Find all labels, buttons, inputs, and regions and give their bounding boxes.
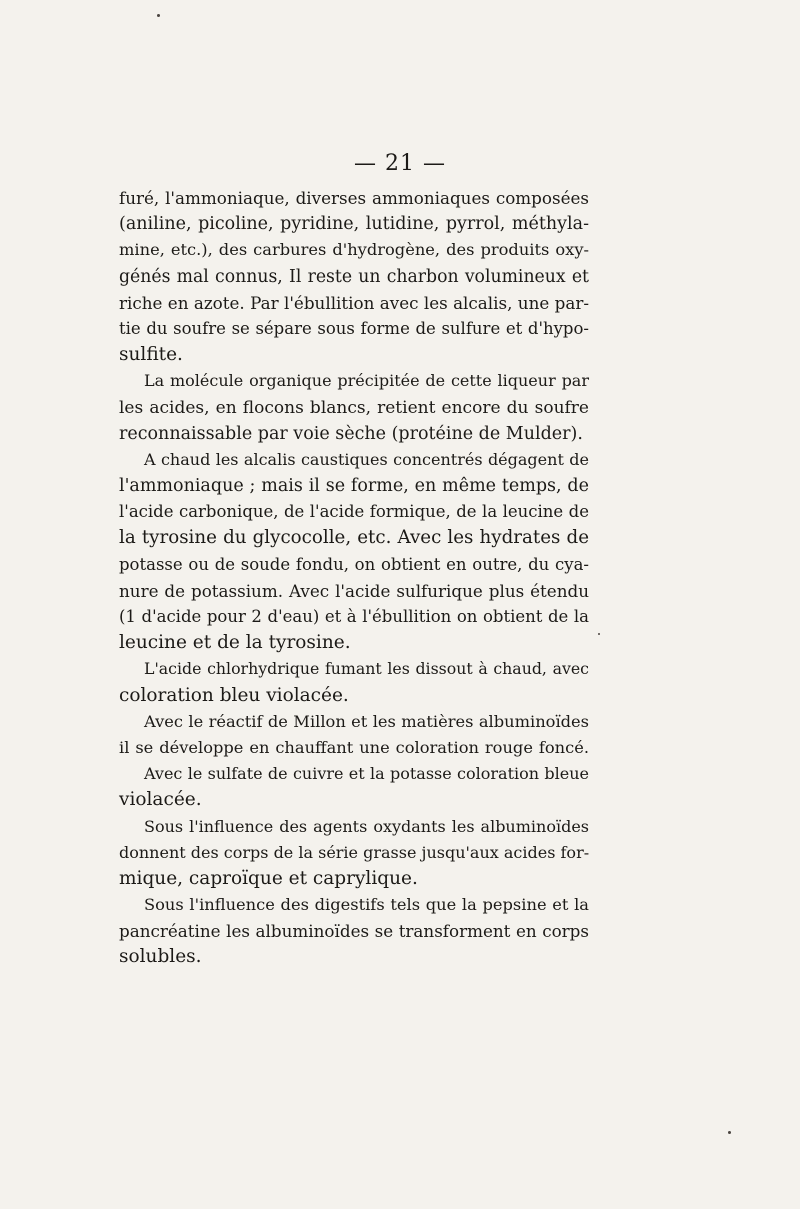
ink-speck	[598, 633, 600, 635]
paragraph-start-line: Sous l'influence des digestifs tels que la pepsine et la	[144, 895, 589, 915]
text-line: leucine et de la tyrosine.	[119, 632, 351, 654]
text-line: mique, caproïque et caprylique.	[119, 867, 418, 889]
text-line: nure de potassium. Avec l'acide sulfurique plus étendu	[119, 580, 589, 601]
ink-speck	[728, 1131, 731, 1134]
body-text	[119, 185, 589, 971]
text-line: reconnaissable par voie sèche (protéine de Mulder).	[119, 423, 583, 444]
text-line: mine, etc.), des carbures d'hydrogène, des produits oxy-	[119, 240, 589, 260]
text-line: l'ammoniaque ; mais il se forme, en même temps, de	[119, 476, 589, 497]
ink-speck	[157, 14, 160, 17]
text-line: il se développe en chauffant une coloration rouge foncé.	[119, 737, 589, 757]
text-line: coloration bleu violacée.	[119, 684, 349, 706]
text-line: tie du soufre se sépare sous forme de sulfure et d'hypo-	[119, 318, 589, 338]
text-line: les acides, en flocons blancs, retient encore du soufre	[119, 397, 589, 418]
paragraph-start-line: L'acide chlorhydrique fumant les dissout à chaud, avec	[144, 659, 589, 679]
text-line: (1 d'acide pour 2 d'eau) et à l'ébullition on obtient de la	[119, 607, 589, 626]
text-line: solubles.	[119, 946, 202, 968]
text-line: violacée.	[119, 789, 202, 811]
paragraph-start-line: Avec le réactif de Millon et les matières albuminoïdes	[144, 711, 589, 731]
text-line: (aniline, picoline, pyridine, lutidine, pyrrol, méthyla-	[119, 214, 589, 235]
paragraph-start-line: Avec le sulfate de cuivre et la potasse coloration bleue	[144, 764, 589, 784]
text-line: pancréatine les albuminoïdes se transforment en corps	[119, 921, 589, 942]
text-line: sulfite.	[119, 344, 183, 366]
text-line: la tyrosine du glycocolle, etc. Avec les hydrates de	[119, 527, 589, 549]
text-line: génés mal connus, Il reste un charbon volumineux et	[119, 266, 589, 287]
paragraph-start-line: Sous l'influence des agents oxydants les albuminoïdes	[144, 816, 589, 836]
text-line: potasse ou de soude fondu, on obtient en outre, du cya-	[119, 554, 589, 574]
text-line: riche en azote. Par l'ébullition avec les alcalis, une par-	[119, 292, 589, 313]
paragraph-start-line: La molécule organique précipitée de cette liqueur par	[144, 371, 589, 391]
text-line: l'acide carbonique, de l'acide formique, de la leucine de	[119, 502, 589, 522]
text-line: donnent des corps de la série grasse jusqu'aux acides for-	[119, 842, 590, 862]
page-number: — 21 —	[354, 151, 446, 176]
text-line: furé, l'ammoniaque, diverses ammoniaques composées	[119, 188, 589, 208]
paragraph-start-line: A chaud les alcalis caustiques concentrés dégagent de	[144, 449, 589, 469]
